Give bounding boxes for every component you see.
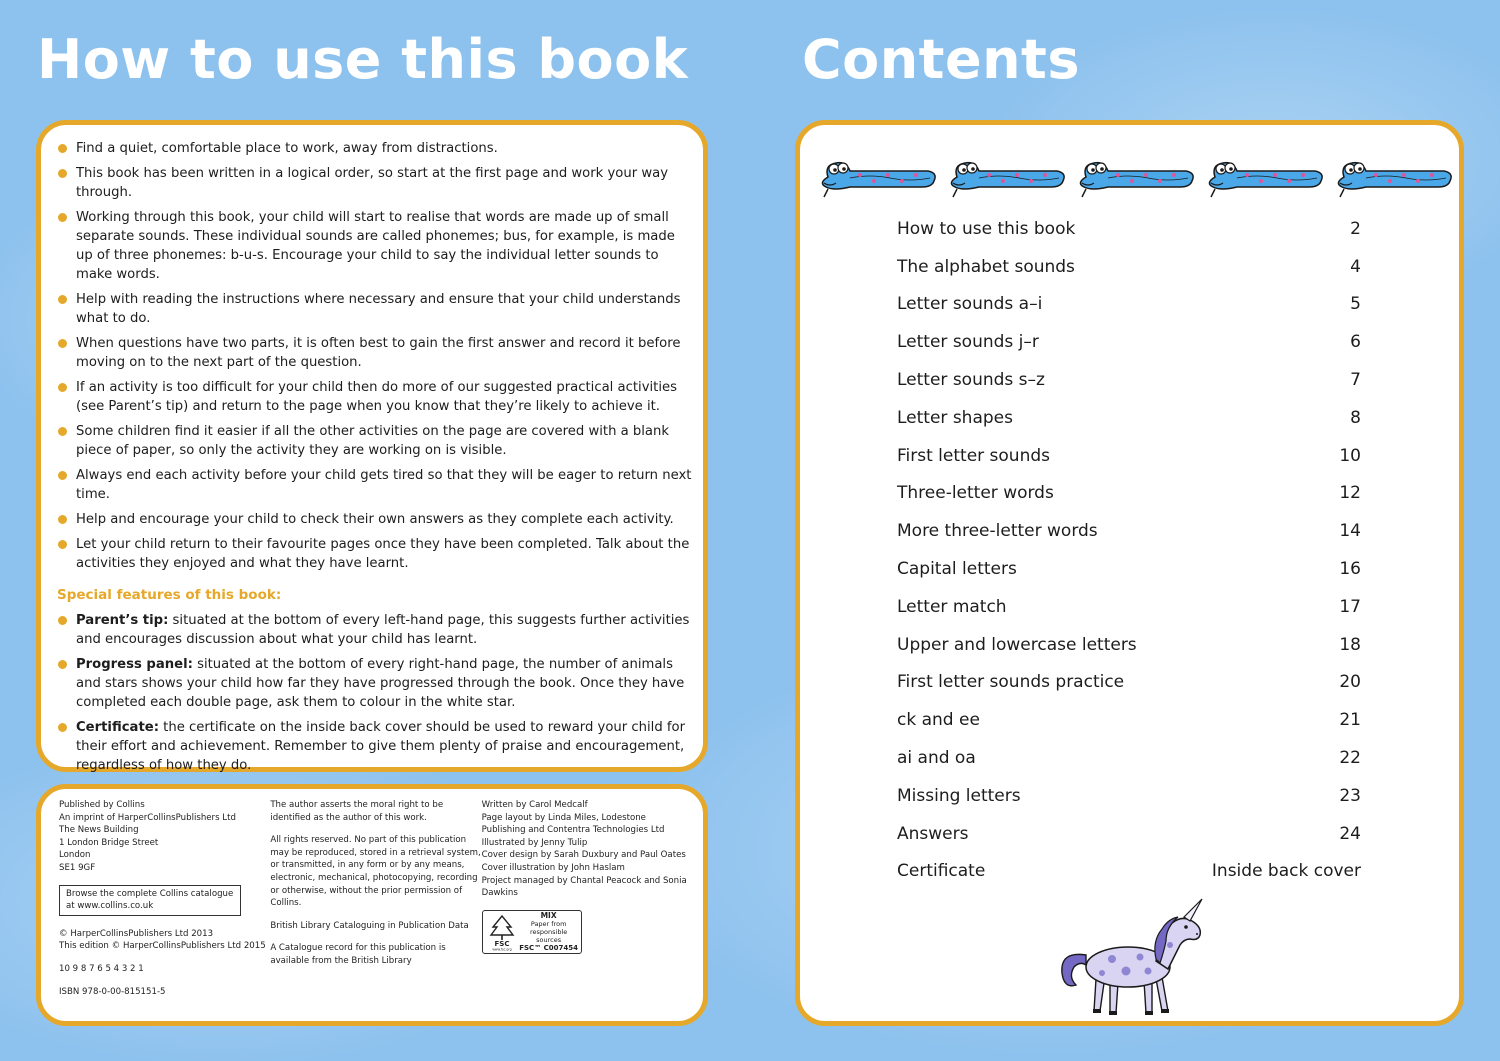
toc-page: 17: [1339, 596, 1361, 617]
bullet-dot-icon: [58, 295, 67, 304]
page-title-contents: Contents: [802, 28, 1081, 91]
bullet-dot-icon: [58, 427, 67, 436]
bullet-item: Find a quiet, comfortable place to work, away from distractions.: [57, 139, 693, 158]
feature-name: Progress panel:: [76, 657, 193, 672]
toc-page: 4: [1350, 256, 1361, 277]
toc-row[interactable]: [897, 361, 1361, 399]
rights-text: All rights reserved. No part of this publication may be reproduced, stored in a retrieval system, or transmitted, in any form or by any means, electronic, mechanical, photocopying, recording or otherwise, without the prior permission of Collins.: [270, 835, 481, 909]
how-to-bullet-list: [57, 139, 693, 573]
bullet-item: Some children find it easier if all the other activities on the page are covered with a blank piece of paper, so only the activity they are working on is visible.: [57, 422, 693, 460]
toc-page: 14: [1339, 521, 1361, 542]
svg-text:FSC: FSC: [494, 939, 510, 948]
bullet-dot-icon: [58, 515, 67, 524]
feature-text: situated at the bottom of every right-hand page, the number of animals and stars shows your child how far they have progressed through the book. Once they have completed each double page, ask them to colour in the white star.: [76, 657, 685, 710]
feature-text: the certificate on the inside back cover should be used to reward your child for their effort and achievement. Remember to give them plenty of praise and encouragement, regardless of how they do.: [76, 720, 686, 773]
copyright-notice: © HarperCollinsPublishers Ltd 2013 This edition © HarperCollinsPublishers Ltd 2015: [59, 928, 266, 952]
bullet-dot-icon: [58, 383, 67, 392]
toc-row[interactable]: [897, 815, 1361, 853]
bullet-dot-icon: [58, 660, 67, 669]
special-features-heading: Special features of this book:: [57, 587, 282, 603]
caterpillar-border-icon: [810, 139, 1460, 209]
toc-page: 7: [1350, 370, 1361, 391]
toc-label: ck and ee: [897, 710, 980, 731]
toc-label: Letter shapes: [897, 407, 1013, 428]
unicorn-icon: [1052, 893, 1212, 1023]
toc-label: Capital letters: [897, 559, 1017, 580]
table-of-contents: [897, 210, 1361, 890]
toc-label: Certificate: [897, 861, 986, 882]
toc-label: First letter sounds: [897, 445, 1050, 466]
how-to-use-panel: [36, 120, 708, 772]
bullet-item: Help with reading the instructions where necessary and ensure that your child understands what to do.: [57, 290, 693, 328]
bullet-item: Let your child return to their favourite pages once they have been completed. Talk about the activities they enjoyed and what they have learnt.: [57, 535, 693, 573]
toc-row[interactable]: [897, 777, 1361, 815]
toc-row[interactable]: [897, 550, 1361, 588]
page-title-how-to-use: How to use this book: [37, 28, 689, 91]
toc-label: Missing letters: [897, 785, 1021, 806]
feature-item: [57, 611, 693, 649]
toc-row[interactable]: [897, 739, 1361, 777]
features-list: [57, 611, 693, 775]
bullet-item: When questions have two parts, it is often best to gain the first answer and record it before moving on to the next part of the question.: [57, 334, 693, 372]
rights-column: [270, 799, 481, 1008]
bullet-dot-icon: [58, 213, 67, 222]
contents-panel: [795, 120, 1464, 1026]
publisher-column: [59, 799, 270, 1008]
toc-row[interactable]: [897, 210, 1361, 248]
toc-row[interactable]: [897, 664, 1361, 702]
credits-column: [482, 799, 689, 1008]
feature-name: Parent’s tip:: [76, 613, 169, 628]
toc-row[interactable]: [897, 399, 1361, 437]
toc-row[interactable]: [897, 853, 1361, 891]
toc-page: 16: [1339, 559, 1361, 580]
toc-row[interactable]: [897, 286, 1361, 324]
printing-line: 10 9 8 7 6 5 4 3 2 1: [59, 963, 144, 974]
feature-name: Certificate:: [76, 720, 159, 735]
bullet-dot-icon: [58, 144, 67, 153]
toc-page: 20: [1339, 672, 1361, 693]
toc-label: How to use this book: [897, 218, 1076, 239]
toc-row[interactable]: [897, 323, 1361, 361]
toc-row[interactable]: [897, 248, 1361, 286]
toc-page: 18: [1339, 634, 1361, 655]
toc-label: Letter match: [897, 596, 1007, 617]
toc-row[interactable]: [897, 437, 1361, 475]
bullet-item: If an activity is too difficult for your child then do more of our suggested practical activities (see Parent’s tip) and return to the page when you know that they’re likely to achieve it.: [57, 378, 693, 416]
toc-row[interactable]: [897, 475, 1361, 513]
svg-text:www.fsc.org: www.fsc.org: [491, 947, 512, 951]
bullet-dot-icon: [58, 723, 67, 732]
cataloguing-text: British Library Cataloguing in Publication Data: [270, 920, 469, 931]
bullet-item: This book has been written in a logical order, so start at the first page and work your way through.: [57, 164, 693, 202]
toc-label: More three-letter words: [897, 521, 1098, 542]
toc-label: Letter sounds j–r: [897, 332, 1039, 353]
bullet-dot-icon: [58, 169, 67, 178]
catalogue-box: Browse the complete Collins catalogue at www.collins.co.uk: [59, 885, 241, 916]
toc-label: Letter sounds a–i: [897, 294, 1043, 315]
toc-row[interactable]: [897, 626, 1361, 664]
bullet-item: Working through this book, your child will start to realise that words are made up of small separate sounds. These individual sounds are called phonemes; bus, for example, is made up of three phonemes: b-u-s. Encourage your child to say the individual letter sounds to make words.: [57, 208, 693, 284]
bullet-item: Always end each activity before your child gets tired so that they will be eager to return next time.: [57, 466, 693, 504]
toc-label: Answers: [897, 823, 969, 844]
bullet-dot-icon: [58, 540, 67, 549]
feature-item: [57, 655, 693, 712]
toc-label: The alphabet sounds: [897, 256, 1075, 277]
toc-page: 6: [1350, 332, 1361, 353]
toc-label: First letter sounds practice: [897, 672, 1125, 693]
bullet-dot-icon: [58, 471, 67, 480]
feature-item: [57, 718, 693, 775]
feature-text: situated at the bottom of every left-hand page, this suggests further activities and encourages discussion about what your child has learnt.: [76, 613, 690, 647]
fsc-badge: FSC www.fsc.org MIX Paper from responsible sources FSC™ C007454: [482, 910, 582, 954]
toc-row[interactable]: [897, 701, 1361, 739]
publisher-info-panel: [36, 784, 708, 1026]
bullet-item: Help and encourage your child to check their own answers as they complete each activity.: [57, 510, 693, 529]
catalogue-record-text: A Catalogue record for this publication is available from the British Library: [270, 943, 446, 966]
toc-page: 8: [1350, 407, 1361, 428]
toc-page: 5: [1350, 294, 1361, 315]
credits-list: Written by Carol Medcalf Page layout by Linda Miles, Lodestone Publishing and Contentra Technologies Ltd Illustrated by Jenny Tulip Cover design by Sarah Duxbury and Paul Oates Cover illustration by John Haslam Project managed by Chantal Peacock and Sonia Dawkins: [481, 800, 687, 899]
bullet-dot-icon: [58, 339, 67, 348]
toc-label: Three-letter words: [897, 483, 1054, 504]
toc-page: 23: [1339, 785, 1361, 806]
toc-row[interactable]: [897, 512, 1361, 550]
isbn: ISBN 978-0-00-815151-5: [59, 986, 166, 997]
bullet-dot-icon: [58, 616, 67, 625]
toc-label: Letter sounds s–z: [897, 370, 1045, 391]
moral-right-text: The author asserts the moral right to be identified as the author of this work.: [270, 800, 444, 823]
toc-page: 10: [1339, 445, 1361, 466]
toc-label: Upper and lowercase letters: [897, 634, 1137, 655]
toc-page: 21: [1339, 710, 1361, 731]
toc-page: Inside back cover: [1211, 861, 1361, 882]
toc-row[interactable]: [897, 588, 1361, 626]
toc-page: 24: [1339, 823, 1361, 844]
toc-page: 12: [1339, 483, 1361, 504]
toc-page: 2: [1350, 218, 1361, 239]
publisher-address: Published by Collins An imprint of HarperCollinsPublishers Ltd The News Building 1 London Bridge Street London SE1 9GF: [59, 800, 236, 873]
toc-page: 22: [1339, 748, 1361, 769]
fsc-tree-icon: [485, 913, 519, 951]
toc-label: ai and oa: [897, 748, 976, 769]
